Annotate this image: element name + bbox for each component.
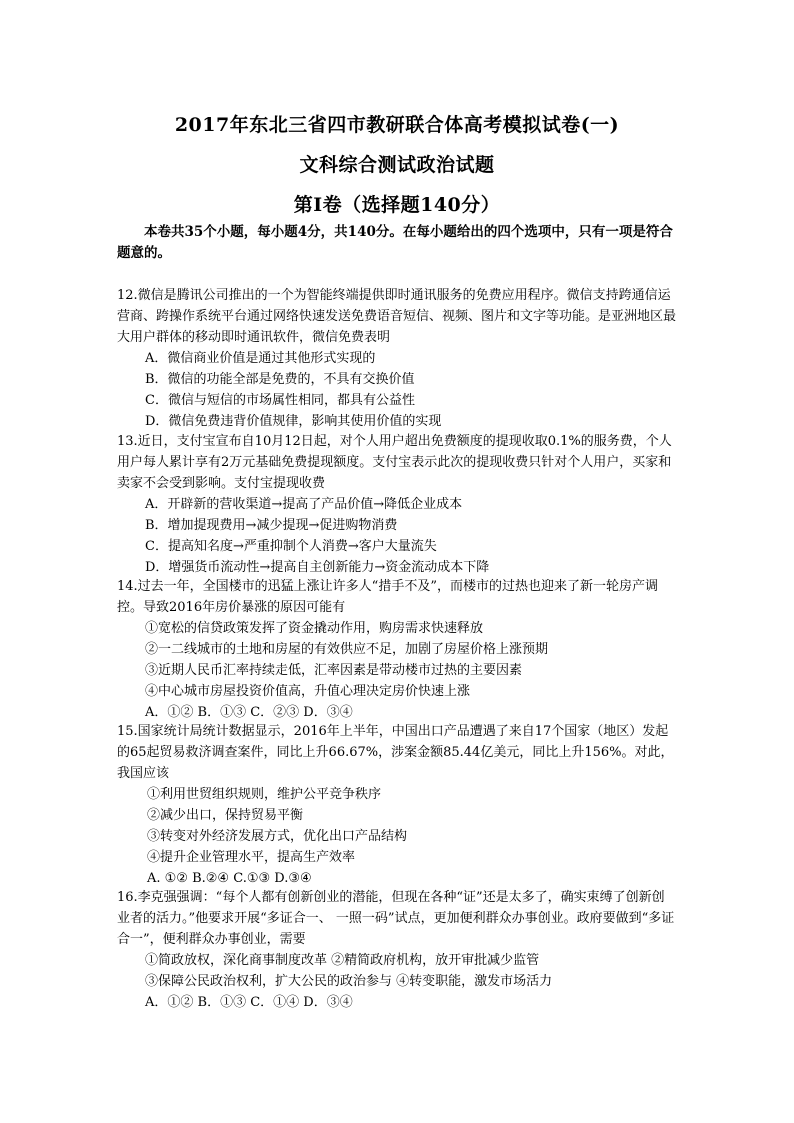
instructions-text: 本卷共35个小题，每小题4分，共140分。在每小题给出的四个选项中，只有一项是符合题意的。: [117, 224, 673, 261]
option-c: C．微信与短信的市场属性相同，都具有公益性: [145, 393, 415, 408]
option-b: B．增加提现费用→减少提现→促进购物消费: [145, 518, 398, 533]
instructions: [117, 222, 682, 264]
section-heading: 第Ⅰ卷（选择题140分）: [293, 194, 501, 216]
statement-4: ④提升企业管理水平，提高生产效率: [147, 850, 356, 865]
option-d: D．微信免费违背价值规律，影响其使用价值的实现: [145, 414, 442, 429]
answer-choices: A．①② B．①③ C．①④ D．③④: [145, 995, 353, 1010]
question-16: [117, 887, 677, 1013]
statements-1-2: ①简政放权，深化商事制度改革 ②精简政府机构，放开审批减少监管: [145, 953, 540, 968]
statement-2: ②一二线城市的土地和房屋的有效供应不足，加剧了房屋价格上涨预期: [145, 642, 549, 657]
statement-3: ③近期人民币汇率持续走低，汇率因素是带动楼市过热的主要因素: [145, 663, 523, 678]
statement-1: ①宽松的信贷政策发挥了资金撬动作用，购房需求快速释放: [145, 621, 484, 636]
question-12: [117, 285, 677, 432]
statement-1: ①利用世贸组织规则，维护公平竞争秩序: [147, 787, 382, 802]
question-15: [117, 721, 677, 889]
exam-title: 2017年东北三省四市教研联合体高考模拟试卷(一): [174, 114, 620, 136]
question-stem: 12.微信是腾讯公司推出的一个为智能终端提供即时通讯服务的免费应用程序。微信支持跨通信运营商、跨操作系统平台通过网络快速发送免费语音短信、视频、图片和文字等功能。是亚洲地区最大用户群体的移动即时通讯软件，微信免费表明: [117, 288, 677, 345]
option-b: B．微信的功能全部是免费的，不具有交换价值: [145, 372, 415, 387]
question-14: [117, 576, 677, 723]
statement-2: ②减少出口，保持贸易平衡: [147, 808, 304, 823]
question-stem: 13.近日，支付宝宣布自10月12日起，对个人用户超出免费额度的提现收取0.1%的服务费，个人用户每人累计享有2万元基础免费提现额度。支付宝表示此次的提现收费只针对个人用户，买家和卖家不会受到影响。支付宝提现收费: [117, 434, 672, 491]
question-stem: 14.过去一年，全国楼市的迅猛上涨让许多人“措手不及”，而楼市的过热也迎来了新一轮房产调控。导致2016年房价暴涨的原因可能有: [117, 579, 658, 615]
option-a: A．微信商业价值是通过其他形式实现的: [145, 351, 376, 366]
question-stem: 16.李克强强调：“每个人都有创新创业的潜能，但现在各种“证”还是太多了，确实束缚了创新创业者的活力。”他要求开展“多证合一、 一照一码”试点，更加便利群众办事创业。政府要做到“多证合一”，便利群众办事创业，需要: [117, 890, 675, 947]
option-d: D．增强货币流动性→提高自主创新能力→资金流动成本下降: [145, 560, 490, 575]
answer-choices: A. ①② B.②④ C.①③ D.③④: [147, 871, 312, 886]
question-stem: 15.国家统计局统计数据显示，2016年上半年，中国出口产品遭遇了来自17个国家（地区）发起的65起贸易救济调查案件，同比上升66.67%，涉案金额85.44亿美元，同比上升156%。对此，我国应该: [117, 724, 674, 781]
option-a: A．开辟新的营收渠道→提高了产品价值→降低企业成本: [145, 497, 463, 512]
statements-3-4: ③保障公民政治权利，扩大公民的政治参与 ④转变职能，激发市场活力: [145, 974, 553, 989]
question-13: [117, 431, 677, 578]
answer-choices: A．①② B．①③ C．②③ D．③④: [145, 705, 353, 720]
statement-4: ④中心城市房屋投资价值高，升值心理决定房价快速上涨: [145, 684, 471, 699]
exam-subtitle: 文科综合测试政治试题: [299, 154, 495, 176]
option-c: C．提高知名度→严重抑制个人消费→客户大量流失: [145, 539, 437, 554]
statement-3: ③转变对外经济发展方式，优化出口产品结构: [147, 829, 408, 844]
